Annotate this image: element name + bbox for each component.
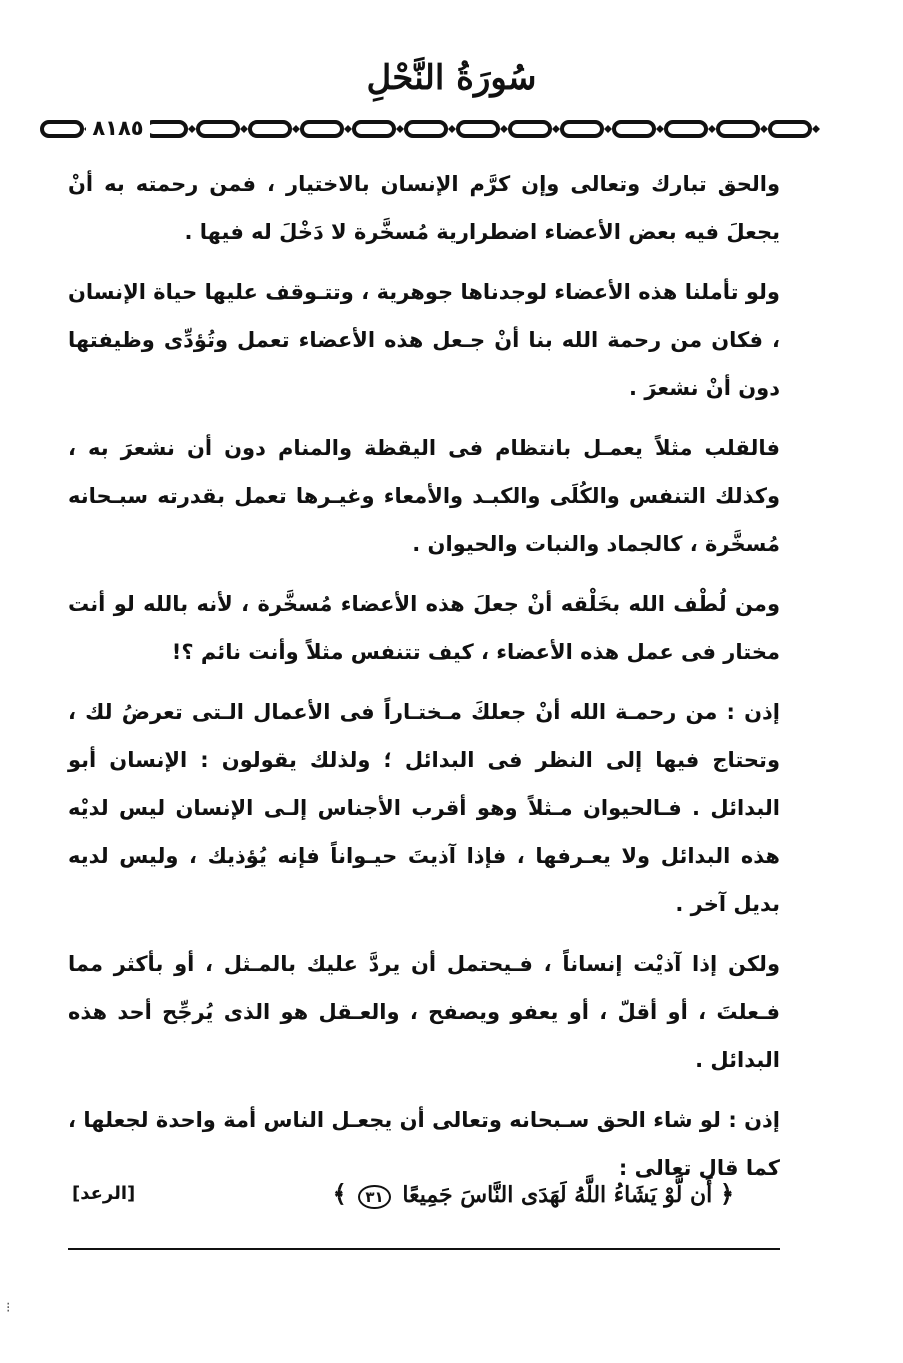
ornament-diamond <box>604 125 612 133</box>
ornament-diamond <box>188 125 196 133</box>
ornament-diamond <box>344 125 352 133</box>
ornament-link <box>770 122 810 136</box>
ornament-diamond <box>240 125 248 133</box>
ornament-diamond <box>500 125 508 133</box>
ornament-link <box>302 122 342 136</box>
ornament-diamond <box>552 125 560 133</box>
page-number: ٨١٨٥ <box>86 113 150 143</box>
paragraph: ومن لُطْف الله بخَلْقه أنْ جعلَ هذه الأعضاء مُسخَّرة ، لأنه بالله لو أنت مختار فى عمل هذه الأعضاء ، كيف تتنفس مثلاً وأنت نائم ؟! <box>68 592 780 664</box>
paragraph: فالقلب مثلاً يعمـل بانتظام فى اليقظة والمنام دون أن نشعرَ به ، وكذلك التنفس والكُلَى والكبـد والأمعاء وغيـرها تعمل بقدرته سبـحانه مُسخَّرة ، كالجماد والنبات والحيوان . <box>68 436 780 556</box>
ornament-diamond <box>812 125 820 133</box>
ornament-link <box>146 122 186 136</box>
ornament-link <box>406 122 446 136</box>
ornament-link <box>666 122 706 136</box>
quran-verse-row <box>68 1172 780 1216</box>
paragraph: ولكن إذا آذيْت إنساناً ، فـيحتمل أن يردَّ عليك بالمـثل ، أو بأكثر مما فـعلتَ ، أو أقلّ ، أو يعفو ويصفح ، والعـقل هو الذى يُرجِّح أحد هذه البدائل . <box>68 952 780 1072</box>
ornament-link <box>250 122 290 136</box>
quran-verse <box>333 1172 734 1217</box>
ornament-link <box>42 122 82 136</box>
ornament-link <box>458 122 498 136</box>
ornament-link <box>510 122 550 136</box>
ornament-diamond <box>396 125 404 133</box>
ayah-number: ٣١ <box>358 1185 390 1209</box>
paragraph: إذن : من رحمـة الله أنْ جعلكَ مـختـاراً فى الأعمال الـتى تعرضُ لك ، وتحتاج فيها إلى النظر فى البدائل ؛ ولذلك يقولون : الإنسان أبو البدائل . فـالحيوان مـثلاً وهو أقرب الأجناس إلـى الإنسان ليس لديْه هذه البدائل ولا يعـرفها ، فإذا آذيتَ حيـواناً فإنه يُؤذيك ، وليس لديه بديل آخر . <box>68 700 780 916</box>
ornament-link <box>198 122 238 136</box>
paragraph: والحق تبارك وتعالى وإن كرَّم الإنسان بالاختيار ، فمن رحمته به أنْ يجعلَ فيه بعض الأعضاء اضطرارية مُسخَّرة لا دَخْلَ له فيها . <box>68 172 780 244</box>
ornament-link <box>354 122 394 136</box>
surah-reference: [الرعد] <box>72 1183 136 1204</box>
margin-mark: ⁝ <box>6 1300 11 1316</box>
paragraph: إذن : لو شاء الحق سـبحانه وتعالى أن يجعـل الناس أمة واحدة لجعلها ، كما قال تعالى : <box>68 1108 780 1180</box>
ornament-diamond <box>760 125 768 133</box>
footnote-divider <box>68 1248 780 1250</box>
body-text <box>68 160 780 1204</box>
ornament-diamond <box>448 125 456 133</box>
ornamental-border <box>40 117 820 141</box>
paragraph: ولو تأملنا هذه الأعضاء لوجدناها جوهرية ، وتتـوقف عليها حياة الإنسان ، فكان من رحمة الله بنا أنْ جـعل هذه الأعضاء تعمل وتُؤدِّى وظيفتها دون أنْ نشعرَ . <box>68 280 780 400</box>
surah-title: سُورَةُ النَّحْلِ <box>366 58 537 98</box>
verse-close-bracket: ﴾ <box>332 1179 347 1208</box>
ornament-link <box>718 122 758 136</box>
verse-open-bracket: ﴿ <box>719 1179 734 1208</box>
ornament-link <box>614 122 654 136</box>
ornament-link <box>562 122 602 136</box>
ornament-diamond <box>708 125 716 133</box>
verse-text: أَن لَّوْ يَشَاءُ اللَّهُ لَهَدَى النَّاسَ جَمِيعًا <box>402 1182 713 1208</box>
ornament-diamond <box>292 125 300 133</box>
ornament-diamond <box>656 125 664 133</box>
